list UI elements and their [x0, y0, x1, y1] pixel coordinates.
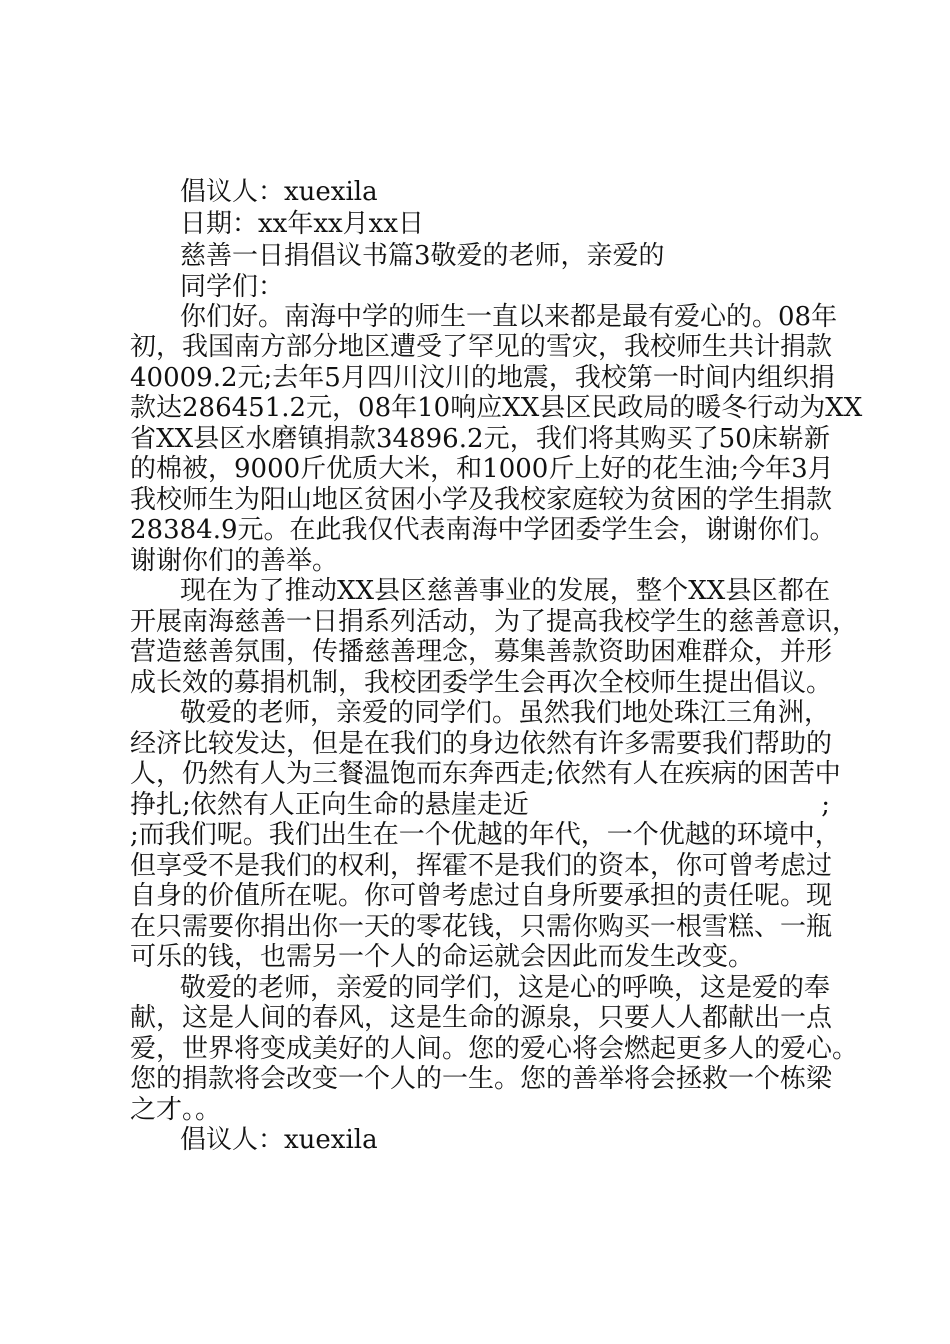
- paragraph-line: 爱，世界将变成美好的人间。您的爱心将会燃起更多人的爱心。: [130, 1034, 859, 1064]
- salutation-line: 同学们：: [180, 272, 285, 302]
- paragraph-line: 但享受不是我们的权利，挥霍不是我们的资本，你可曾考虑过: [130, 851, 833, 881]
- paragraph-line: 可乐的钱，也需另一个人的命运就会因此而发生改变。: [130, 942, 755, 972]
- paragraph-line: 款达286451.2元，08年10响应XX县区民政局的暖冬行动为XX: [130, 393, 863, 423]
- paragraph-line: 你们好。南海中学的师生一直以来都是最有爱心的。08年: [180, 302, 838, 332]
- paragraph-line: 献，这是人间的春风，这是生命的源泉，只要人人都献出一点: [130, 1003, 833, 1033]
- paragraph-line: 敬爱的老师，亲爱的同学们。虽然我们地处珠江三角洲，: [180, 698, 831, 728]
- paragraph-line: 谢谢你们的善举。: [130, 546, 339, 576]
- trailing-semicolon: ;: [821, 790, 830, 820]
- paragraph-line: 敬爱的老师，亲爱的同学们，这是心的呼唤，这是爱的奉: [180, 973, 831, 1003]
- paragraph-line: 之才。。: [130, 1095, 222, 1125]
- paragraph-line: 40009.2元;去年5月四川汶川的地震，我校第一时间内组织捐: [130, 363, 835, 393]
- paragraph-line: 在只需要你捐出你一天的零花钱，只需你购买一根雪糕、一瓶: [130, 912, 833, 942]
- paragraph-line: 我校师生为阳山地区贫困小学及我校家庭较为贫困的学生捐款: [130, 485, 833, 515]
- paragraph-line: 经济比较发达，但是在我们的身边依然有许多需要我们帮助的: [130, 729, 833, 759]
- paragraph-line: 自身的价值所在呢。你可曾考虑过自身所要承担的责任呢。现: [130, 881, 833, 911]
- paragraph-line: 人，仍然有人为三餐温饱而东奔西走;依然有人在疾病的困苦中: [130, 759, 841, 789]
- date-line: 日期：xx年xx月xx日: [180, 209, 424, 239]
- paragraph-line: ;而我们呢。我们出生在一个优越的年代，一个优越的环境中，: [130, 820, 841, 850]
- paragraph-line: 28384.9元。在此我仅代表南海中学团委学生会，谢谢你们。: [130, 515, 836, 545]
- paragraph-line: 开展南海慈善一日捐系列活动，为了提高我校学生的慈善意识，: [130, 607, 859, 637]
- paragraph-line: 初，我国南方部分地区遭受了罕见的雪灾，我校师生共计捐款: [130, 332, 833, 362]
- paragraph-line: [130, 789, 830, 821]
- paragraph-line: 的棉被，9000斤优质大米，和1000斤上好的花生油;今年3月: [130, 454, 834, 484]
- paragraph-line: 省XX县区水磨镇捐款34896.2元，我们将其购买了50床崭新: [130, 424, 830, 454]
- paragraph-line: 您的捐款将会改变一个人的一生。您的善举将会拯救一个栋梁: [130, 1064, 833, 1094]
- paragraph-line: 营造慈善氛围，传播慈善理念，募集善款资助困难群众，并形: [130, 637, 833, 667]
- proposer-line: 倡议人：xuexila: [180, 177, 378, 207]
- paragraph-line: 现在为了推动XX县区慈善事业的发展，整个XX县区都在: [180, 576, 830, 606]
- proposer-line: 倡议人：xuexila: [180, 1125, 378, 1155]
- paragraph-line: 成长效的募捐机制，我校团委学生会再次全校师生提出倡议。: [130, 668, 833, 698]
- article-heading-line: 慈善一日捐倡议书篇3敬爱的老师，亲爱的: [180, 241, 665, 271]
- paragraph-text: 挣扎;依然有人正向生命的悬崖走近: [130, 790, 529, 820]
